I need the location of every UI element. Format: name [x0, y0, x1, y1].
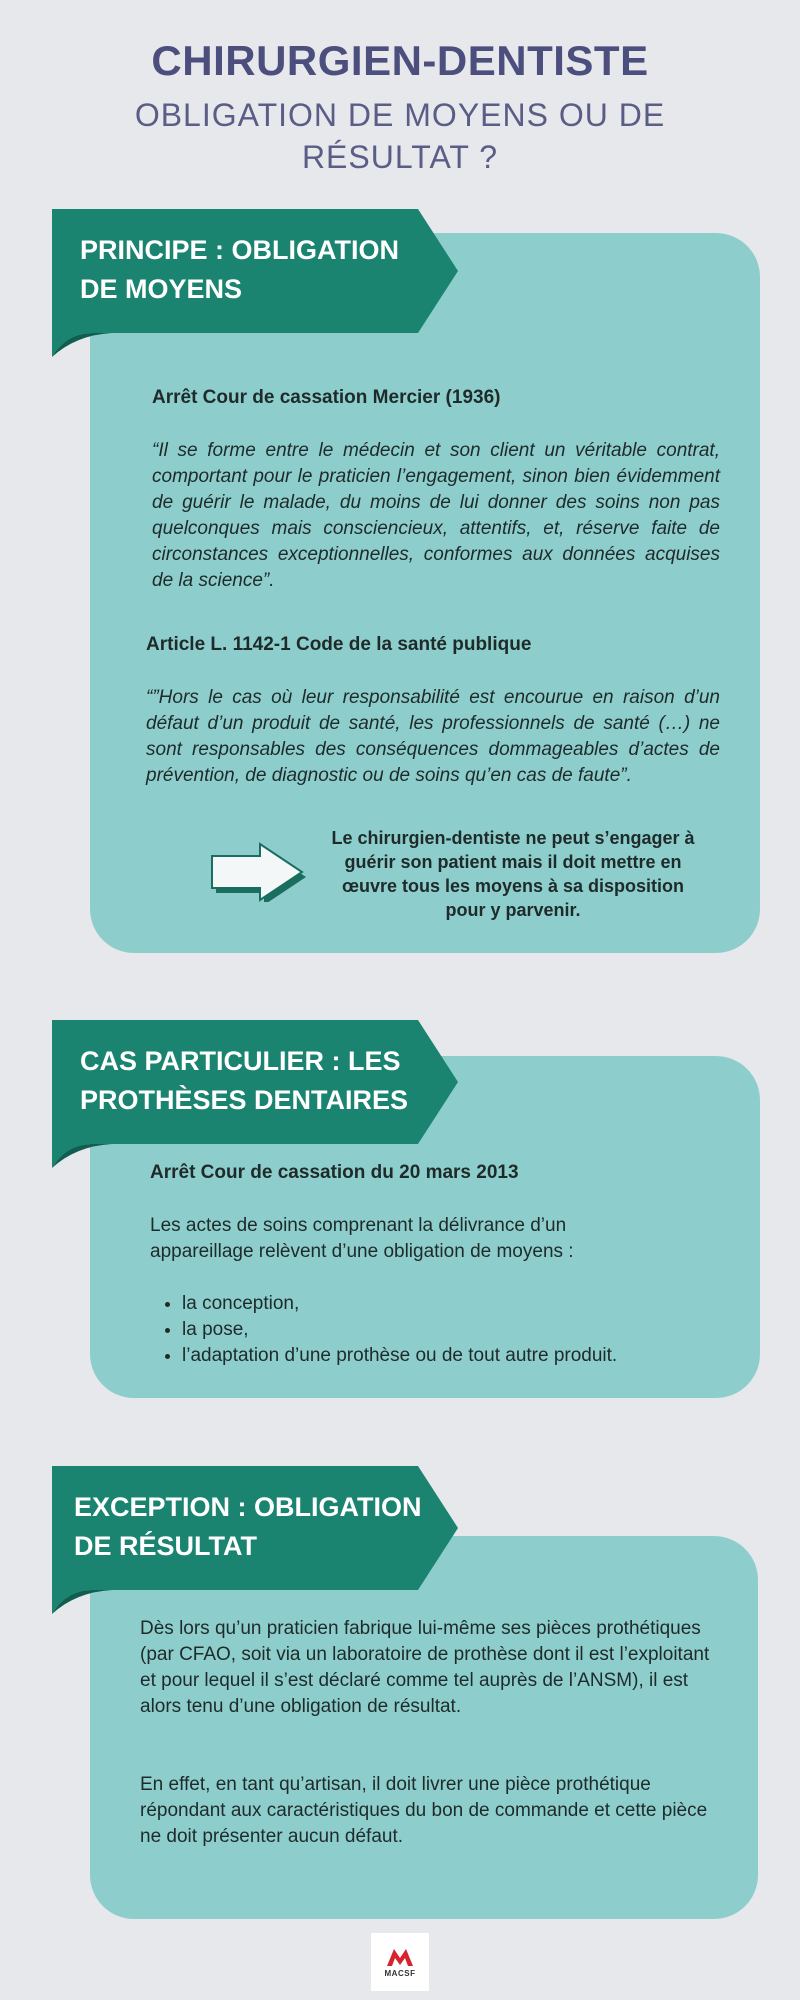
exception-paragraph-2: En effet, en tant qu’artisan, il doit livrer une pièce prothétique répondant aux caractéristiques du bon de commande et cette pièce ne doit présenter aucun défaut. — [140, 1774, 708, 1847]
cas-ribbon-title — [80, 1042, 440, 1120]
cas-bullet-list — [150, 1291, 762, 1369]
cas-ribbon-line-1: CAS PARTICULIER : LES — [80, 1046, 401, 1076]
subtitle-line-2: RÉSULTAT ? — [301, 139, 499, 175]
list-item: • l’adaptation d’une prothèse ou de tout autre produit. — [182, 1343, 762, 1369]
cas-intro: Les actes de soins comprenant la délivrance d’un appareillage relèvent d’une obligation de moyens : — [150, 1215, 574, 1262]
list-item: • la pose, — [182, 1317, 762, 1343]
macsf-logo-icon — [385, 1946, 415, 1968]
mercier-ref-title: Arrêt Cour de cassation Mercier (1936) — [152, 387, 501, 408]
article-ref-title: Article L. 1142-1 Code de la santé publique — [146, 634, 532, 655]
page-subtitle — [0, 94, 800, 178]
principe-ribbon-line-2: DE MOYENS — [80, 274, 243, 304]
right-arrow-icon — [210, 842, 310, 902]
mercier-quote: “Il se forme entre le médecin et son client un véritable contrat, comportant pour le praticien l’engagement, sinon bien évidemment de guérir le malade, du moins de lui donner des soins non pas quelconques mais consciencieux, attentifs, et, réserve faite de circonstances exceptionnelles, conformes aux données acquises de la science”. — [152, 440, 720, 591]
principe-ribbon-line-1: PRINCIPE : OBLIGATION — [80, 235, 400, 265]
logo-text: MACSF — [384, 1969, 416, 1978]
cas-ribbon-line-2: PROTHÈSES DENTAIRES — [80, 1085, 409, 1115]
page-title: CHIRURGIEN-DENTISTE — [151, 37, 649, 84]
cas-ref-title: Arrêt Cour de cassation du 20 mars 2013 — [150, 1162, 519, 1183]
exception-ribbon-line-2: DE RÉSULTAT — [74, 1531, 257, 1561]
principe-ribbon-title — [80, 231, 440, 309]
article-quote: “”Hors le cas où leur responsabilité est encourue en raison d’un défaut d’un produit de santé, les professionnels de santé (…) ne sont responsables des conséquences dommageables d’actes de prévention, de diagnostic ou de soins qu’en cas de faute”. — [146, 687, 720, 786]
exception-ribbon-line-1: EXCEPTION : OBLIGATION — [74, 1492, 422, 1522]
exception-ribbon-title — [74, 1488, 434, 1566]
macsf-logo — [371, 1933, 429, 1991]
page-header — [0, 34, 800, 178]
principe-callout: Le chirurgien-dentiste ne peut s’engager à guérir son patient mais il doit mettre en œuvre tous les moyens à sa disposition pour y parvenir. — [331, 828, 695, 920]
exception-paragraph-1: Dès lors qu’un praticien fabrique lui-même ses pièces prothétiques (par CFAO, soit via un laboratoire de prothèse dont il est l’exploitant et pour lequel il s’est déclaré comme tel auprès de l’ANSM), il est alors tenu d’une obligation de résultat. — [140, 1618, 710, 1717]
list-item: • la conception, — [182, 1291, 762, 1317]
subtitle-line-1: OBLIGATION DE MOYENS OU DE — [134, 97, 666, 133]
